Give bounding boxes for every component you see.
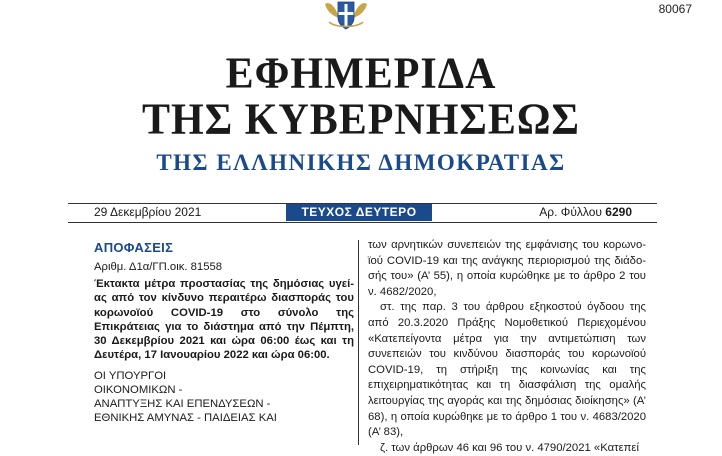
page-number: 80067 <box>658 2 692 16</box>
greek-coat-of-arms-icon <box>321 0 371 30</box>
decision-number: Αριθμ. Δ1α/ΓΠ.οικ. 81558 <box>94 261 223 273</box>
section-heading: ΑΠΟΦΑΣΕΙΣ <box>94 240 174 255</box>
ministers-line: ΟΙΚΟΝΟΜΙΚΩΝ - <box>94 383 183 396</box>
gazette-title-line2: ΤΗΣ ΚΥΒΕΡΝΗΣΕΩΣ <box>142 95 580 145</box>
sheet-number-value: 6290 <box>605 205 632 219</box>
right-column <box>368 238 646 456</box>
gazette-subtitle: ΤΗΣ ΕΛΛΗΝΙΚΗΣ ΔΗΜΟΚΡΑΤΙΑΣ <box>156 150 566 175</box>
ministers-line: ΟΙ ΥΠΟΥΡΓΟΙ <box>94 369 167 382</box>
issue-badge: ΤΕΥΧΟΣ ΔΕΥΤΕΡΟ <box>286 204 432 221</box>
issue-date: 29 Δεκεμβρίου 2021 <box>94 205 202 219</box>
ministers-line: ΕΘΝΙΚΗΣ ΑΜΥΝΑΣ - ΠΑΙΔΕΙΑΣ ΚΑΙ <box>94 411 277 424</box>
column-divider <box>358 240 359 445</box>
ministers-line: ΑΝΑΠΤΥΞΗΣ ΚΑΙ ΕΠΕΝΔΥΣΕΩΝ - <box>94 397 271 410</box>
sheet-number <box>539 205 632 219</box>
ministers-list <box>94 369 354 425</box>
sheet-label: Αρ. Φύλλου <box>539 205 602 219</box>
body-paragraph: ζ. των άρθρων 46 και 96 του ν. 4790/2021 «Κατεπεί <box>380 441 639 454</box>
decision-title: Έκτακτα μέτρα προστασίας της δημόσιας υγείας από τον κίνδυνο περαιτέρω διασποράς του κορωνοϊού COVID-19 στο σύνολο της Επικράτειας για το διάστημα από την Πέμπτη, 30 Δεκεμβρίου 2021 και ώρα 06:00 έως και τη Δευτέρα, 17 Ιανουαρίου 2022 και ώρα 06:00. <box>94 278 354 362</box>
body-paragraph: των αρνητικών συνεπειών της εμφάνισης του κορωνοϊού COVID-19 και της ανάγκης περιορισμού της διάδοσής του» (Α’ 55), η οποία κυρώθηκε με το άρθρο 2 του ν. 4682/2020, <box>368 239 646 298</box>
gazette-title-line1: ΕΦΗΜΕΡΙΔΑ <box>225 49 497 99</box>
left-column <box>94 240 354 425</box>
body-paragraph: στ. της παρ. 3 του άρθρου εξηκοστού όγδοου της από 20.3.2020 Πράξης Νομοθετικού Περιεχομένου «Κατεπείγοντα μέτρα για την αντιμετώπιση των συνεπειών του κινδύνου διασποράς του κορωνοϊού COVID-19, τη στήριξη της κοινωνίας και της επιχειρηματικότητας και τη διασφάλιση της ομαλής λειτουργίας της αγοράς και της δημόσιας διοίκησης» (Α’ 68), η οποία κυρώθηκε με το άρθρο 1 του ν. 4683/2020 (Α’ 83), <box>368 301 646 439</box>
info-bar-bottom-rule <box>68 222 657 223</box>
